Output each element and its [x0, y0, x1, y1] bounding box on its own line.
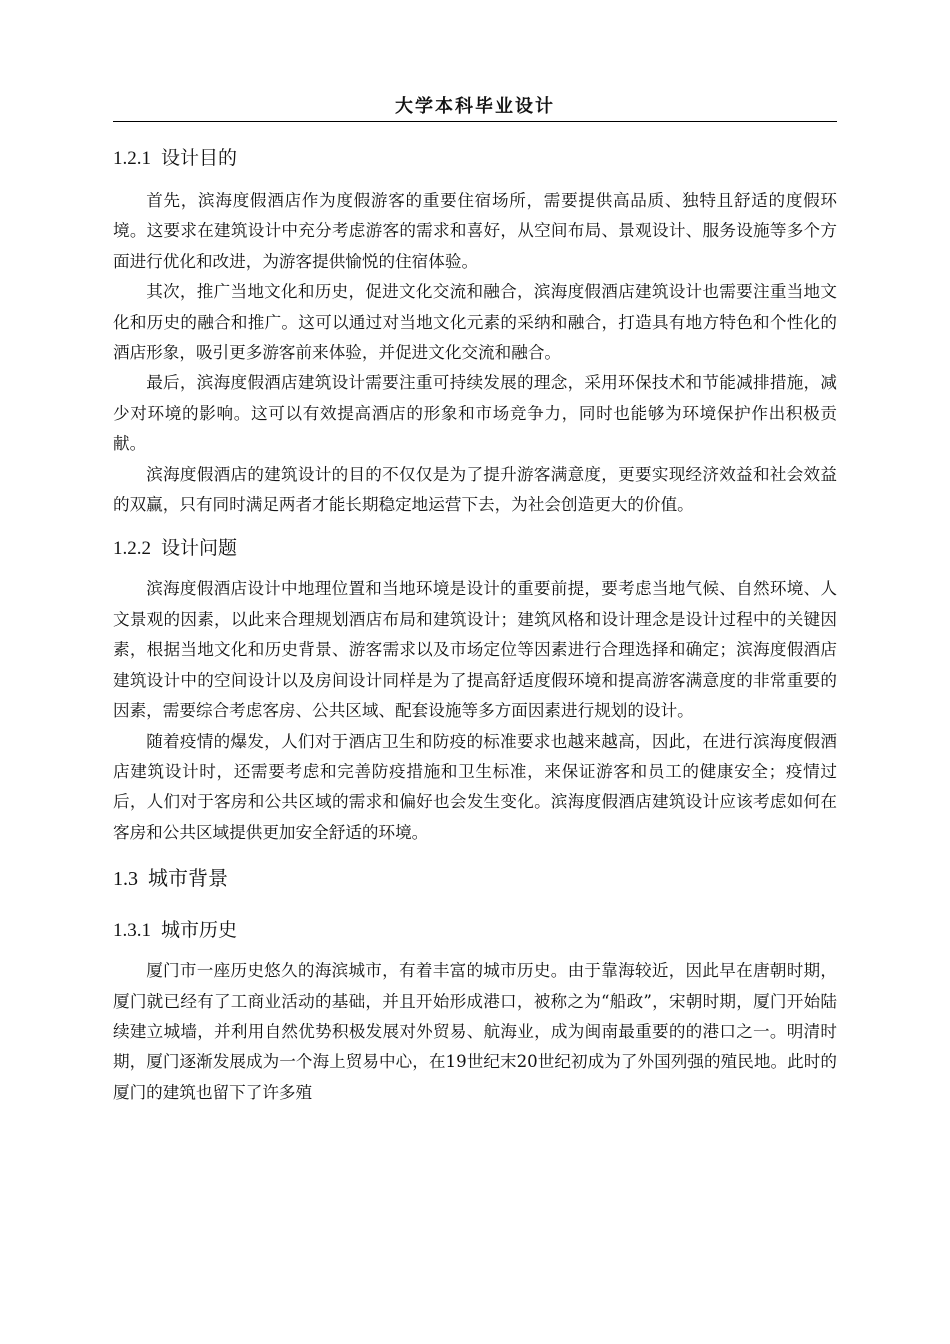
paragraph: 滨海度假酒店设计中地理位置和当地环境是设计的重要前提，要考虑当地气候、自然环境、人文景观的因素，以此来合理规划酒店布局和建筑设计；建筑风格和设计理念是设计过程中的关键因素，根据当地文化和历史背景、游客需求以及市场定位等因素进行合理选择和确定；滨海度假酒店建筑设计中的空间设计以及房间设计同样是为了提高舒适度假环境和提高游客满意度的非常重要的因素，需要综合考虑客房、公共区域、配套设施等多方面因素进行规划的设计。 — [113, 579, 837, 721]
paragraph: 首先，滨海度假酒店作为度假游客的重要住宿场所，需要提供高品质、独特且舒适的度假环境。这要求在建筑设计中充分考虑游客的需求和喜好，从空间布局、景观设计、服务设施等多个方面进行优化和改进，为游客提供愉悦的住宿体验。 — [113, 191, 837, 271]
section-heading-1-2-2 — [113, 533, 837, 564]
running-header: 大学本科毕业设计 — [395, 96, 555, 117]
section-title: 城市历史 — [161, 919, 238, 942]
section-heading-1-2-1 — [113, 143, 837, 174]
paragraph: 随着疫情的爆发，人们对于酒店卫生和防疫的标准要求也越来越高，因此，在进行滨海度假酒店建筑设计时，还需要考虑和完善防疫措施和卫生标准，来保证游客和员工的健康安全；疫情过后，人们对于客房和公共区域的需求和偏好也会发生变化。滨海度假酒店建筑设计应该考虑如何在客房和公共区域提供更加安全舒适的环境。 — [113, 731, 837, 842]
header-rule — [113, 121, 837, 122]
paragraph: 其次，推广当地文化和历史，促进文化交流和融合，滨海度假酒店建筑设计也需要注重当地文化和历史的融合和推广。这可以通过对当地文化元素的采纳和融合，打造具有地方特色和个性化的酒店形象，吸引更多游客前来体验，并促进文化交流和融合。 — [113, 282, 837, 363]
section-number: 1.3.1 — [113, 920, 151, 942]
section-number: 1.2.1 — [113, 148, 151, 169]
section-title: 设计目的 — [161, 147, 238, 169]
paragraph: 滨海度假酒店的建筑设计的目的不仅仅是为了提升游客满意度，更要实现经济效益和社会效益的双赢，只有同时满足两者才能长期稳定地运营下去，为社会创造更大的价值。 — [113, 464, 837, 515]
section-title: 设计问题 — [161, 537, 238, 560]
section-heading-1-3-1 — [113, 915, 837, 946]
paragraph: 厦门市一座历史悠久的海滨城市，有着丰富的城市历史。由于靠海较近，因此早在唐朝时期，厦门就已经有了工商业活动的基础，并且开始形成港口，被称之为“船政”，宋朝时期，厦门开始陆续建立城墙，并利用自然优势积极发展对外贸易、航海业，成为闽南最重要的的港口之一。明清时期，厦门逐渐发展成为一个海上贸易中心，在19世纪末20世纪初成为了外国列强的殖民地。此时的厦门的建筑也留下了许多殖 — [113, 961, 837, 1102]
section-heading-1-3 — [113, 862, 837, 895]
document-body — [113, 143, 837, 1108]
section-number: 1.3 — [113, 868, 138, 891]
paragraph: 最后，滨海度假酒店建筑设计需要注重可持续发展的理念，采用环保技术和节能减排措施，减少对环境的影响。这可以有效提高酒店的形象和市场竞争力，同时也能够为环境保护作出积极贡献。 — [113, 373, 837, 454]
section-title: 城市背景 — [148, 866, 228, 891]
section-number: 1.2.2 — [113, 538, 151, 560]
